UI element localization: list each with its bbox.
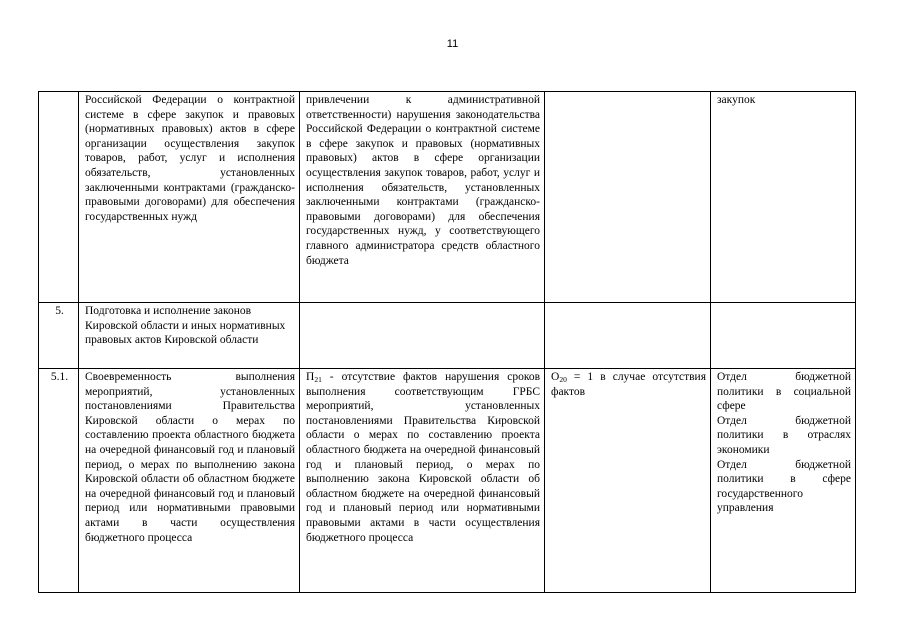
indicator-value-cell — [545, 303, 711, 369]
indicator-formula-cell — [300, 303, 545, 369]
score-symbol-index: 20 — [559, 375, 567, 384]
indicator-formula-text: - отсутствие фактов нарушения сроков выполнения соответствующим ГРБС мероприятий, установленных постановлениями Правительства Кировской области о мерах по составлению проекта областного бюджета на очередной финансовый год и плановый период, о мерах по выполнению закона Кировской области об областном бюджете на очередной финансовый год и плановый период или нормативными правовыми актами в части осуществления бюджетного процесса — [306, 371, 540, 544]
table-row — [39, 303, 856, 369]
criteria-table — [38, 91, 856, 593]
indicator-name-cell: Подготовка и исполнение законов Кировской области и иных нормативных правовых актов Кировской области — [79, 303, 300, 369]
row-number-cell — [39, 92, 79, 303]
indicator-name-cell: Российской Федерации о контрактной системе в сфере закупок и правовых (нормативных правовых) актов в сфере организации осуществления закупок товаров, работ, услуг и исполнения обязательств, установленных заключенными контрактами (гражданско-правовыми договорами) для обеспечения государственных нужд — [79, 92, 300, 303]
responsible-unit-item: Отдел бюджетной политики в отраслях экономики — [717, 414, 851, 456]
indicator-name-cell: Своевременность выполнения мероприятий, установленных постановлениями Правительства Кировской области о мерах по составлению проекта областного бюджета на очередной финансовый год и плановый период, о мерах по выполнению закона Кировской области об областном бюджете на очередной финансовый год и плановый период или нормативными правовыми актами в части осуществления бюджетного процесса — [79, 369, 300, 593]
indicator-formula-cell — [300, 369, 545, 593]
indicator-value-cell — [545, 92, 711, 303]
table-row — [39, 92, 856, 303]
indicator-symbol: П — [306, 371, 315, 383]
indicator-symbol-index: 21 — [314, 375, 322, 384]
responsible-unit-item: Отдел бюджетной политики в сфере государственного управления — [717, 458, 851, 515]
responsible-unit-cell — [711, 303, 856, 369]
indicator-formula-cell: привлечении к административной ответственности) нарушения законодательства Российской Федерации о контрактной системе в сфере закупок и правовых (нормативных правовых) актов в сфере организации осуществления закупок товаров, работ, услуг и исполнения обязательств, установленных заключенными контрактами (гражданско-правовыми договорами) для обеспечения государственных нужд, у соответствующего главного администратора средств областного бюджета — [300, 92, 545, 303]
responsible-unit-cell: закупок — [711, 92, 856, 303]
score-symbol: О — [551, 371, 560, 383]
row-number-cell: 5.1. — [39, 369, 79, 593]
responsible-unit-item: Отдел бюджетной политики в социальной сфере — [717, 371, 851, 413]
page-number: 11 — [446, 38, 459, 50]
score-condition-text: = 1 в случае отсутствия фактов — [551, 371, 706, 398]
responsible-unit-cell — [711, 369, 856, 593]
row-number-cell: 5. — [39, 303, 79, 369]
indicator-value-cell — [545, 369, 711, 593]
table-row — [39, 369, 856, 593]
